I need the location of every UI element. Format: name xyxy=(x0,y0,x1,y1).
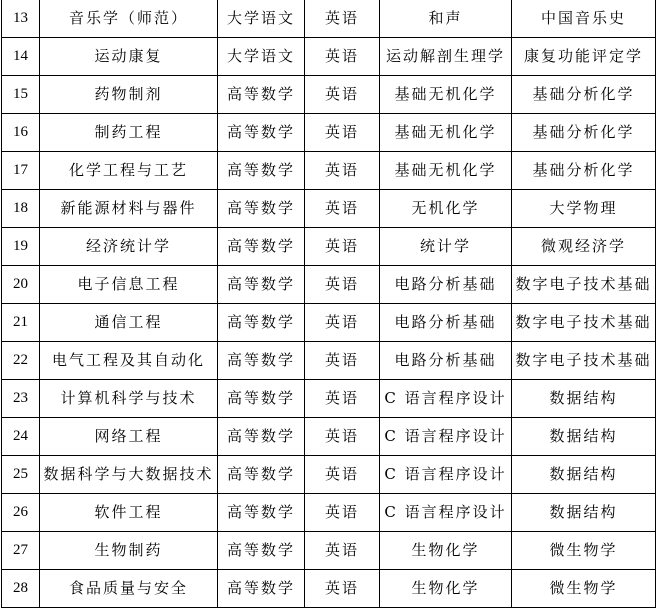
major-name: 音乐学（师范） xyxy=(68,9,188,27)
row-number: 28 xyxy=(13,580,28,596)
row-number: 16 xyxy=(13,124,28,140)
row-number-cell xyxy=(2,570,40,608)
row-number: 15 xyxy=(13,86,28,102)
subject2-name: 英语 xyxy=(324,161,359,179)
subject2-cell xyxy=(305,152,380,190)
subject2-cell xyxy=(305,304,380,342)
major-name: 生物制药 xyxy=(94,541,163,559)
subject3-cell xyxy=(380,494,512,532)
table-row xyxy=(2,190,656,228)
subject3-cell xyxy=(380,304,512,342)
row-number: 22 xyxy=(13,352,28,368)
subject1-cell xyxy=(218,0,305,38)
major-cell xyxy=(40,38,218,76)
subject4-name: 数字电子技术基础 xyxy=(515,351,652,369)
major-name: 通信工程 xyxy=(94,313,163,331)
row-number-cell xyxy=(2,152,40,190)
subject3-cell xyxy=(380,38,512,76)
subject2-cell xyxy=(305,190,380,228)
subject1-cell xyxy=(218,418,305,456)
subject3-name: 和声 xyxy=(428,9,463,27)
subject4-name: 中国音乐史 xyxy=(540,9,626,27)
major-cell xyxy=(40,532,218,570)
major-cell xyxy=(40,0,218,38)
row-number: 19 xyxy=(13,238,28,254)
row-number-cell xyxy=(2,342,40,380)
major-name: 网络工程 xyxy=(94,427,163,445)
subject2-name: 英语 xyxy=(324,47,359,65)
subject4-cell xyxy=(512,114,656,152)
major-cell xyxy=(40,380,218,418)
subject1-name: 高等数学 xyxy=(226,465,295,483)
major-cell xyxy=(40,456,218,494)
subject1-cell xyxy=(218,114,305,152)
row-number: 14 xyxy=(13,48,28,64)
major-name: 制药工程 xyxy=(94,123,163,141)
subject3-name: 基础无机化学 xyxy=(394,123,497,141)
table-row xyxy=(2,266,656,304)
subject4-cell xyxy=(512,228,656,266)
major-cell xyxy=(40,114,218,152)
subject4-name: 数字电子技术基础 xyxy=(515,313,652,331)
subject1-name: 大学语文 xyxy=(226,47,295,65)
major-name: 食品质量与安全 xyxy=(68,579,188,597)
subject4-name: 基础分析化学 xyxy=(532,85,635,103)
subject3-cell xyxy=(380,0,512,38)
row-number: 27 xyxy=(13,542,28,558)
major-cell xyxy=(40,76,218,114)
subject1-cell xyxy=(218,494,305,532)
subject4-cell xyxy=(512,38,656,76)
subject3-cell xyxy=(380,418,512,456)
subject3-name: C 语言程序设计 xyxy=(384,503,507,521)
subject4-cell xyxy=(512,0,656,38)
subject3-cell xyxy=(380,152,512,190)
subject4-cell xyxy=(512,266,656,304)
row-number-cell xyxy=(2,532,40,570)
subject4-cell xyxy=(512,304,656,342)
table-row xyxy=(2,76,656,114)
major-name: 数据科学与大数据技术 xyxy=(43,465,214,483)
row-number: 17 xyxy=(13,162,28,178)
subject1-cell xyxy=(218,304,305,342)
subject2-name: 英语 xyxy=(324,465,359,483)
major-cell xyxy=(40,570,218,608)
subject2-name: 英语 xyxy=(324,313,359,331)
subject4-name: 数据结构 xyxy=(549,465,618,483)
row-number: 18 xyxy=(13,200,28,216)
table-row xyxy=(2,532,656,570)
subject1-name: 高等数学 xyxy=(226,313,295,331)
row-number-cell xyxy=(2,266,40,304)
subject1-name: 高等数学 xyxy=(226,541,295,559)
subject3-name: 电路分析基础 xyxy=(394,313,497,331)
subject4-cell xyxy=(512,570,656,608)
subject4-name: 微观经济学 xyxy=(540,237,626,255)
subject1-name: 大学语文 xyxy=(226,9,295,27)
subject1-name: 高等数学 xyxy=(226,161,295,179)
major-cell xyxy=(40,228,218,266)
subject1-cell xyxy=(218,152,305,190)
subject2-name: 英语 xyxy=(324,9,359,27)
table-body xyxy=(2,0,656,608)
table-row xyxy=(2,494,656,532)
subject1-name: 高等数学 xyxy=(226,579,295,597)
subject3-cell xyxy=(380,228,512,266)
subject3-cell xyxy=(380,532,512,570)
row-number: 24 xyxy=(13,428,28,444)
subject1-name: 高等数学 xyxy=(226,503,295,521)
row-number-cell xyxy=(2,38,40,76)
subject1-cell xyxy=(218,532,305,570)
subject3-cell xyxy=(380,570,512,608)
row-number-cell xyxy=(2,380,40,418)
subject1-cell xyxy=(218,76,305,114)
subject1-cell xyxy=(218,190,305,228)
table-row xyxy=(2,152,656,190)
subject4-cell xyxy=(512,532,656,570)
subject3-name: 统计学 xyxy=(419,237,471,255)
subject3-name: C 语言程序设计 xyxy=(384,465,507,483)
subject4-name: 数据结构 xyxy=(549,427,618,445)
subject1-cell xyxy=(218,266,305,304)
subject2-cell xyxy=(305,0,380,38)
subject3-cell xyxy=(380,190,512,228)
subject2-name: 英语 xyxy=(324,275,359,293)
subject2-cell xyxy=(305,494,380,532)
subject1-name: 高等数学 xyxy=(226,237,295,255)
row-number: 23 xyxy=(13,390,28,406)
major-name: 化学工程与工艺 xyxy=(68,161,188,179)
exam-subjects-table xyxy=(1,0,656,608)
major-name: 计算机科学与技术 xyxy=(60,389,197,407)
subject3-cell xyxy=(380,456,512,494)
subject2-cell xyxy=(305,76,380,114)
table-row xyxy=(2,228,656,266)
row-number: 21 xyxy=(13,314,28,330)
table-row xyxy=(2,380,656,418)
subject1-name: 高等数学 xyxy=(226,389,295,407)
table-row xyxy=(2,304,656,342)
subject3-name: 基础无机化学 xyxy=(394,161,497,179)
major-cell xyxy=(40,190,218,228)
subject3-cell xyxy=(380,380,512,418)
subject4-cell xyxy=(512,494,656,532)
major-cell xyxy=(40,266,218,304)
subject2-name: 英语 xyxy=(324,85,359,103)
subject2-name: 英语 xyxy=(324,123,359,141)
subject4-cell xyxy=(512,342,656,380)
subject4-name: 大学物理 xyxy=(549,199,618,217)
subject3-name: 无机化学 xyxy=(411,199,480,217)
row-number-cell xyxy=(2,494,40,532)
subject1-name: 高等数学 xyxy=(226,199,295,217)
row-number-cell xyxy=(2,456,40,494)
subject4-cell xyxy=(512,76,656,114)
subject3-name: C 语言程序设计 xyxy=(384,389,507,407)
table-row xyxy=(2,456,656,494)
subject4-cell xyxy=(512,152,656,190)
exam-subjects-table-container xyxy=(1,0,655,607)
subject2-cell xyxy=(305,418,380,456)
subject2-name: 英语 xyxy=(324,503,359,521)
subject3-name: 电路分析基础 xyxy=(394,351,497,369)
subject3-cell xyxy=(380,114,512,152)
major-name: 电气工程及其自动化 xyxy=(51,351,205,369)
subject3-name: 基础无机化学 xyxy=(394,85,497,103)
major-name: 经济统计学 xyxy=(85,237,171,255)
subject2-cell xyxy=(305,342,380,380)
row-number: 20 xyxy=(13,276,28,292)
row-number: 26 xyxy=(13,504,28,520)
major-cell xyxy=(40,304,218,342)
subject2-cell xyxy=(305,228,380,266)
subject2-cell xyxy=(305,114,380,152)
subject1-cell xyxy=(218,228,305,266)
subject3-cell xyxy=(380,342,512,380)
major-cell xyxy=(40,494,218,532)
subject4-name: 数据结构 xyxy=(549,389,618,407)
row-number-cell xyxy=(2,114,40,152)
subject4-cell xyxy=(512,380,656,418)
subject1-cell xyxy=(218,380,305,418)
subject4-name: 基础分析化学 xyxy=(532,161,635,179)
subject2-name: 英语 xyxy=(324,199,359,217)
subject3-name: 电路分析基础 xyxy=(394,275,497,293)
major-cell xyxy=(40,342,218,380)
major-name: 软件工程 xyxy=(94,503,163,521)
subject1-cell xyxy=(218,570,305,608)
subject1-name: 高等数学 xyxy=(226,85,295,103)
subject4-name: 数字电子技术基础 xyxy=(515,275,652,293)
subject4-name: 康复功能评定学 xyxy=(523,47,643,65)
subject2-name: 英语 xyxy=(324,389,359,407)
subject1-cell xyxy=(218,342,305,380)
subject4-cell xyxy=(512,418,656,456)
subject1-name: 高等数学 xyxy=(226,275,295,293)
subject2-name: 英语 xyxy=(324,351,359,369)
row-number-cell xyxy=(2,418,40,456)
table-row xyxy=(2,0,656,38)
subject1-name: 高等数学 xyxy=(226,351,295,369)
major-name: 运动康复 xyxy=(94,47,163,65)
subject2-cell xyxy=(305,380,380,418)
table-row xyxy=(2,418,656,456)
subject4-name: 微生物学 xyxy=(549,541,618,559)
subject2-cell xyxy=(305,570,380,608)
major-cell xyxy=(40,152,218,190)
subject1-name: 高等数学 xyxy=(226,427,295,445)
subject4-name: 基础分析化学 xyxy=(532,123,635,141)
major-name: 药物制剂 xyxy=(94,85,163,103)
subject3-name: C 语言程序设计 xyxy=(384,427,507,445)
row-number: 13 xyxy=(13,10,28,26)
subject2-name: 英语 xyxy=(324,427,359,445)
table-row xyxy=(2,570,656,608)
subject4-cell xyxy=(512,456,656,494)
table-row xyxy=(2,38,656,76)
subject4-name: 数据结构 xyxy=(549,503,618,521)
subject2-name: 英语 xyxy=(324,579,359,597)
row-number-cell xyxy=(2,190,40,228)
subject3-name: 生物化学 xyxy=(411,541,480,559)
table-row xyxy=(2,342,656,380)
major-name: 新能源材料与器件 xyxy=(60,199,197,217)
row-number-cell xyxy=(2,228,40,266)
subject1-cell xyxy=(218,456,305,494)
subject3-name: 生物化学 xyxy=(411,579,480,597)
row-number-cell xyxy=(2,76,40,114)
subject2-cell xyxy=(305,266,380,304)
row-number-cell xyxy=(2,304,40,342)
subject2-name: 英语 xyxy=(324,541,359,559)
major-cell xyxy=(40,418,218,456)
row-number: 25 xyxy=(13,466,28,482)
subject4-cell xyxy=(512,190,656,228)
subject1-cell xyxy=(218,38,305,76)
subject2-cell xyxy=(305,532,380,570)
subject3-cell xyxy=(380,76,512,114)
row-number-cell xyxy=(2,0,40,38)
subject3-cell xyxy=(380,266,512,304)
subject1-name: 高等数学 xyxy=(226,123,295,141)
subject2-cell xyxy=(305,456,380,494)
major-name: 电子信息工程 xyxy=(77,275,180,293)
subject2-cell xyxy=(305,38,380,76)
subject2-name: 英语 xyxy=(324,237,359,255)
table-row xyxy=(2,114,656,152)
subject4-name: 微生物学 xyxy=(549,579,618,597)
subject3-name: 运动解剖生理学 xyxy=(385,47,505,65)
